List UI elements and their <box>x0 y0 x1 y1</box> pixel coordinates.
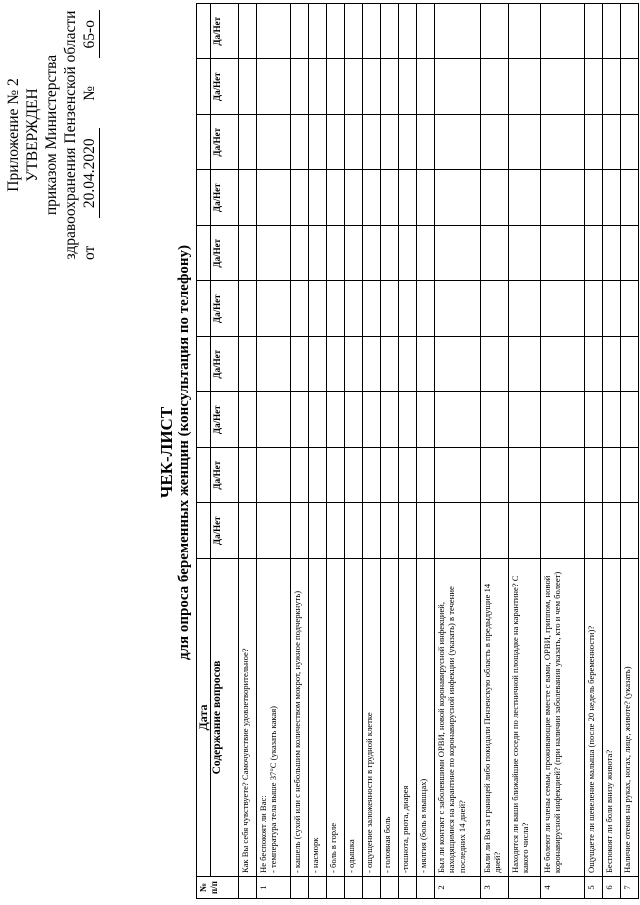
answer-cell[interactable] <box>290 392 308 448</box>
row-number: 6 <box>602 877 620 899</box>
answer-cell[interactable] <box>290 337 308 393</box>
table-row <box>362 4 380 899</box>
answer-cell[interactable] <box>362 503 380 559</box>
answer-cell[interactable] <box>308 281 326 337</box>
answer-cell[interactable] <box>290 115 308 171</box>
answer-cell[interactable] <box>540 448 584 504</box>
yes-no-header: Да/Нет <box>210 503 238 559</box>
approval-header <box>4 10 100 260</box>
answer-cell[interactable] <box>584 281 602 337</box>
answer-cell[interactable] <box>480 226 508 282</box>
table-row <box>620 4 638 899</box>
answer-cell[interactable] <box>584 115 602 171</box>
answer-cell[interactable] <box>584 503 602 559</box>
answer-cell[interactable] <box>238 337 256 393</box>
answer-cell[interactable] <box>480 59 508 115</box>
yes-no-header: Да/Нет <box>210 59 238 115</box>
answer-cell[interactable] <box>584 4 602 60</box>
answer-cell[interactable] <box>380 170 398 226</box>
answer-cell[interactable] <box>256 448 290 504</box>
answer-cell[interactable] <box>256 226 290 282</box>
answer-cell[interactable] <box>398 503 416 559</box>
answer-cell[interactable] <box>540 392 584 448</box>
answer-cell[interactable] <box>308 226 326 282</box>
answer-cell[interactable] <box>434 448 480 504</box>
answer-cell[interactable] <box>362 226 380 282</box>
date-cell[interactable] <box>197 503 211 559</box>
answer-cell[interactable] <box>620 448 638 504</box>
answer-cell[interactable] <box>344 4 362 60</box>
table-row <box>256 4 290 899</box>
table-row <box>238 4 256 899</box>
answer-cell[interactable] <box>380 59 398 115</box>
answer-cell[interactable] <box>416 448 434 504</box>
answer-cell[interactable] <box>290 170 308 226</box>
question-text: - ощущение заложенности в грудной клетке <box>362 559 380 877</box>
answer-cell[interactable] <box>362 115 380 171</box>
answer-cell[interactable] <box>256 337 290 393</box>
order-date: 20.04.2020 <box>80 128 100 218</box>
question-text: - головная боль <box>380 559 398 877</box>
answer-cell[interactable] <box>508 226 540 282</box>
answer-cell[interactable] <box>380 337 398 393</box>
answer-cell[interactable] <box>540 59 584 115</box>
date-cell[interactable] <box>197 115 211 171</box>
row-number <box>416 877 434 899</box>
answer-cell[interactable] <box>602 59 620 115</box>
answer-cell[interactable] <box>326 392 344 448</box>
answer-cell[interactable] <box>508 337 540 393</box>
answer-cell[interactable] <box>416 115 434 171</box>
answer-cell[interactable] <box>540 503 584 559</box>
answer-cell[interactable] <box>344 170 362 226</box>
date-cell[interactable] <box>197 281 211 337</box>
answer-cell[interactable] <box>238 281 256 337</box>
question-text: - насморк <box>308 559 326 877</box>
answer-cell[interactable] <box>398 392 416 448</box>
answer-cell[interactable] <box>238 448 256 504</box>
from-label: от <box>81 245 98 260</box>
answer-cell[interactable] <box>308 4 326 60</box>
answer-cell[interactable] <box>602 170 620 226</box>
question-text: Находятся ли ваши ближайшие соседи по лестничной площадке на карантине? С какого числа? <box>508 559 540 877</box>
answer-cell[interactable] <box>238 59 256 115</box>
answer-cell[interactable] <box>308 59 326 115</box>
answer-cell[interactable] <box>398 226 416 282</box>
answer-cell[interactable] <box>602 448 620 504</box>
answer-cell[interactable] <box>620 392 638 448</box>
answer-cell[interactable] <box>362 59 380 115</box>
answer-cell[interactable] <box>584 170 602 226</box>
answer-cell[interactable] <box>344 115 362 171</box>
answer-cell[interactable] <box>480 170 508 226</box>
answer-cell[interactable] <box>362 4 380 60</box>
answer-cell[interactable] <box>326 503 344 559</box>
answer-cell[interactable] <box>602 337 620 393</box>
yes-no-header: Да/Нет <box>210 392 238 448</box>
answer-cell[interactable] <box>508 448 540 504</box>
answer-cell[interactable] <box>380 281 398 337</box>
answer-cell[interactable] <box>540 281 584 337</box>
yes-no-header: Да/Нет <box>210 337 238 393</box>
answer-cell[interactable] <box>416 4 434 60</box>
answer-cell[interactable] <box>326 170 344 226</box>
answer-cell[interactable] <box>434 170 480 226</box>
answer-cell[interactable] <box>416 392 434 448</box>
answer-cell[interactable] <box>416 281 434 337</box>
table-row <box>602 4 620 899</box>
answer-cell[interactable] <box>308 448 326 504</box>
answer-cell[interactable] <box>290 448 308 504</box>
answer-cell[interactable] <box>508 392 540 448</box>
checklist-table <box>196 3 639 899</box>
question-text: Наличие отеков на руках, ногах, лице, животе? (указать) <box>620 559 638 877</box>
answer-cell[interactable] <box>362 281 380 337</box>
answer-cell[interactable] <box>326 4 344 60</box>
answer-cell[interactable] <box>362 448 380 504</box>
yes-no-header: Да/Нет <box>210 170 238 226</box>
approved-label: УТВЕРЖДЕН <box>24 88 41 182</box>
row-number: 7 <box>620 877 638 899</box>
answer-cell[interactable] <box>508 503 540 559</box>
table-row <box>398 4 416 899</box>
answer-cell[interactable] <box>584 337 602 393</box>
answer-cell[interactable] <box>398 4 416 60</box>
answer-cell[interactable] <box>290 59 308 115</box>
question-text: - боль в горле <box>326 559 344 877</box>
row-number <box>362 877 380 899</box>
order-date-line <box>80 10 100 260</box>
date-cell[interactable] <box>197 392 211 448</box>
answer-cell[interactable] <box>362 170 380 226</box>
row-number <box>380 877 398 899</box>
row-number <box>344 877 362 899</box>
answer-cell[interactable] <box>238 503 256 559</box>
row-number <box>508 877 540 899</box>
row-number <box>308 877 326 899</box>
ministry-label: здравоохранения Пензенской области <box>62 10 79 260</box>
answer-cell[interactable] <box>480 503 508 559</box>
table-row <box>380 4 398 899</box>
answer-cell[interactable] <box>602 4 620 60</box>
table-row <box>480 4 508 899</box>
answer-cell[interactable] <box>308 337 326 393</box>
yes-no-header: Да/Нет <box>210 281 238 337</box>
answer-cell[interactable] <box>602 226 620 282</box>
answer-cell[interactable] <box>256 115 290 171</box>
question-text: -тошнота, рвота, диарея <box>398 559 416 877</box>
answer-cell[interactable] <box>540 4 584 60</box>
row-number: 4 <box>540 877 584 899</box>
answer-cell[interactable] <box>256 59 290 115</box>
answer-cell[interactable] <box>326 448 344 504</box>
answer-cell[interactable] <box>434 59 480 115</box>
answer-cell[interactable] <box>398 170 416 226</box>
row-number: 1 <box>256 877 290 899</box>
answer-cell[interactable] <box>238 226 256 282</box>
question-text: Как Вы себя чувствуете? Самочувствие удовлетворительное? <box>238 559 256 877</box>
answer-cell[interactable] <box>416 59 434 115</box>
table-row <box>584 4 602 899</box>
row-number: 2 <box>434 877 480 899</box>
question-text: - мялгия (боль в мышцах) <box>416 559 434 877</box>
row-number <box>398 877 416 899</box>
answer-cell[interactable] <box>620 170 638 226</box>
answer-cell[interactable] <box>326 281 344 337</box>
answer-cell[interactable] <box>380 115 398 171</box>
yes-no-header: Да/Нет <box>210 4 238 60</box>
answer-cell[interactable] <box>620 281 638 337</box>
answer-cell[interactable] <box>238 170 256 226</box>
answer-cell[interactable] <box>344 59 362 115</box>
answer-cell[interactable] <box>434 226 480 282</box>
yes-no-header: Да/Нет <box>210 448 238 504</box>
answer-cell[interactable] <box>620 226 638 282</box>
order-number: 65-о <box>80 10 100 58</box>
number-label: № <box>81 86 98 101</box>
answer-cell[interactable] <box>434 115 480 171</box>
answer-cell[interactable] <box>362 392 380 448</box>
table-row <box>508 4 540 899</box>
answer-cell[interactable] <box>602 115 620 171</box>
answer-cell[interactable] <box>540 115 584 171</box>
answer-cell[interactable] <box>344 448 362 504</box>
table-row <box>434 4 480 899</box>
answer-cell[interactable] <box>434 337 480 393</box>
question-text: - кашель (сухой или с небольшим количеством мокрот, нужное подчеркнуть) <box>290 559 308 877</box>
answer-cell[interactable] <box>290 226 308 282</box>
table-row <box>290 4 308 899</box>
answer-cell[interactable] <box>584 226 602 282</box>
answer-cell[interactable] <box>620 115 638 171</box>
answer-cell[interactable] <box>256 392 290 448</box>
question-text: Беспокоят ли боли внизу живота? <box>602 559 620 877</box>
answer-cell[interactable] <box>480 4 508 60</box>
answer-cell[interactable] <box>326 59 344 115</box>
answer-cell[interactable] <box>398 281 416 337</box>
answer-cell[interactable] <box>398 448 416 504</box>
date-cell[interactable] <box>197 337 211 393</box>
column-header-number: № п/п <box>197 877 239 899</box>
answer-cell[interactable] <box>480 337 508 393</box>
yes-no-header: Да/Нет <box>210 226 238 282</box>
table-row <box>344 4 362 899</box>
answer-cell[interactable] <box>238 115 256 171</box>
answer-cell[interactable] <box>508 170 540 226</box>
answer-cell[interactable] <box>344 281 362 337</box>
table-row <box>308 4 326 899</box>
answer-cell[interactable] <box>380 4 398 60</box>
answer-cell[interactable] <box>508 281 540 337</box>
answer-cell[interactable] <box>256 281 290 337</box>
answer-cell[interactable] <box>256 503 290 559</box>
answer-cell[interactable] <box>308 170 326 226</box>
answer-cell[interactable] <box>256 4 290 60</box>
answer-cell[interactable] <box>380 448 398 504</box>
answer-cell[interactable] <box>620 59 638 115</box>
answer-cell[interactable] <box>416 337 434 393</box>
table-row <box>326 4 344 899</box>
answer-cell[interactable] <box>434 4 480 60</box>
answer-cell[interactable] <box>602 392 620 448</box>
answer-cell[interactable] <box>480 281 508 337</box>
answer-cell[interactable] <box>308 392 326 448</box>
answer-cell[interactable] <box>398 337 416 393</box>
answer-cell[interactable] <box>480 448 508 504</box>
appendix-label: Приложение № 2 <box>5 78 22 192</box>
column-header-content: Содержание вопросов <box>210 559 238 877</box>
question-text: - одышка <box>344 559 362 877</box>
answer-cell[interactable] <box>380 503 398 559</box>
row-number <box>326 877 344 899</box>
row-number <box>290 877 308 899</box>
checklist-body <box>238 4 638 899</box>
answer-cell[interactable] <box>416 170 434 226</box>
answer-cell[interactable] <box>344 392 362 448</box>
answer-cell[interactable] <box>326 337 344 393</box>
answer-cell[interactable] <box>434 392 480 448</box>
table-row <box>540 4 584 899</box>
answer-cell[interactable] <box>362 337 380 393</box>
answer-cell[interactable] <box>326 115 344 171</box>
answer-cell[interactable] <box>238 392 256 448</box>
row-number <box>238 877 256 899</box>
answer-cell[interactable] <box>290 4 308 60</box>
answer-cell[interactable] <box>602 281 620 337</box>
order-label: приказом Министерства <box>43 54 60 216</box>
answer-cell[interactable] <box>602 503 620 559</box>
answer-cell[interactable] <box>508 115 540 171</box>
question-text: Ощущаете ли шевеление малыша (после 20 недель беременности)? <box>584 559 602 877</box>
answer-cell[interactable] <box>238 4 256 60</box>
answer-cell[interactable] <box>308 503 326 559</box>
answer-cell[interactable] <box>480 392 508 448</box>
answer-cell[interactable] <box>344 503 362 559</box>
page-title: ЧЕК-ЛИСТ <box>157 406 176 499</box>
answer-cell[interactable] <box>620 337 638 393</box>
answer-cell[interactable] <box>508 59 540 115</box>
date-cell[interactable] <box>197 226 211 282</box>
table-row <box>416 4 434 899</box>
answer-cell[interactable] <box>326 226 344 282</box>
page-subtitle: для опроса беременных женщин (консультация по телефону) <box>176 244 192 661</box>
question-text: Не болеют ли члены семьи, проживающие вместе с вами, ОРВИ, гриппом, новой коронавирусной инфекцией? (при наличии заболевания указать, кто и чем болеет) <box>540 559 584 877</box>
answer-cell[interactable] <box>620 503 638 559</box>
date-cell[interactable] <box>197 59 211 115</box>
answer-cell[interactable] <box>540 226 584 282</box>
answer-cell[interactable] <box>584 448 602 504</box>
answer-cell[interactable] <box>584 59 602 115</box>
answer-cell[interactable] <box>398 59 416 115</box>
answer-cell[interactable] <box>508 4 540 60</box>
date-cell[interactable] <box>197 448 211 504</box>
question-text: Были ли Вы за границей либо покидали Пензенскую область в предыдущие 14 дней? <box>480 559 508 877</box>
answer-cell[interactable] <box>620 4 638 60</box>
question-text: Не беспокоят ли Вас: - температура тела выше 37°С (указать какая) <box>256 559 290 877</box>
row-number: 5 <box>584 877 602 899</box>
answer-cell[interactable] <box>480 115 508 171</box>
answer-cell[interactable] <box>434 281 480 337</box>
answer-cell[interactable] <box>290 503 308 559</box>
date-cell[interactable] <box>197 4 211 60</box>
date-cell[interactable] <box>197 170 211 226</box>
answer-cell[interactable] <box>290 281 308 337</box>
answer-cell[interactable] <box>416 503 434 559</box>
answer-cell[interactable] <box>344 337 362 393</box>
answer-cell[interactable] <box>380 226 398 282</box>
answer-cell[interactable] <box>256 170 290 226</box>
answer-cell[interactable] <box>434 503 480 559</box>
answer-cell[interactable] <box>380 392 398 448</box>
answer-cell[interactable] <box>344 226 362 282</box>
yes-no-header: Да/Нет <box>210 115 238 171</box>
row-number: 3 <box>480 877 508 899</box>
answer-cell[interactable] <box>540 170 584 226</box>
answer-cell[interactable] <box>584 392 602 448</box>
answer-cell[interactable] <box>540 337 584 393</box>
answer-cell[interactable] <box>398 115 416 171</box>
column-header-date: Дата <box>197 559 211 877</box>
answer-cell[interactable] <box>416 226 434 282</box>
question-text: Был ли контакт с заболевшими ОРВИ, новой коронавирусной инфекцией, находящимися на карантине по коронавирусной инфекции (указать) в течение последних 14 дней? <box>434 559 480 877</box>
answer-cell[interactable] <box>308 115 326 171</box>
